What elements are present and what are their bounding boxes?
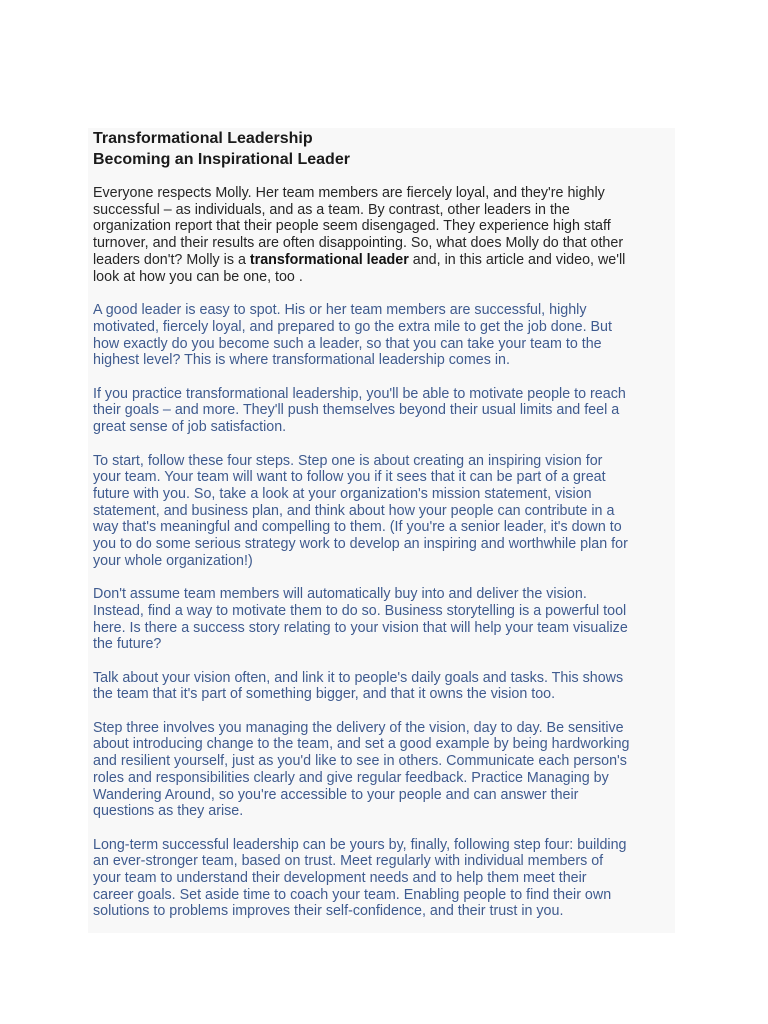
paragraph-line: you to do some serious strategy work to develop an inspiring and worthwhile plan for	[93, 536, 628, 553]
paragraph-line: the team that it's part of something bigger, and that it owns the vision too.	[93, 686, 556, 703]
paragraph-talk-vision	[93, 670, 675, 703]
intro-line: organization report that their people seem disengaged. They experience high staff	[93, 218, 611, 235]
paragraph-line: Talk about your vision often, and link it to people's daily goals and tasks. This shows	[93, 669, 624, 686]
paragraph-line: roles and responsibilities clearly and give regular feedback. Practice Managing by	[93, 769, 609, 786]
paragraph-line: Long-term successful leadership can be yours by, finally, following step four: building	[93, 836, 627, 853]
paragraph-line: Step three involves you managing the delivery of the vision, day to day. Be sensitive	[93, 719, 624, 736]
paragraph-line: statement, and business plan, and think about how your people can contribute in a	[93, 502, 615, 519]
paragraph-line: how exactly do you become such a leader, so that you can take your team to the	[93, 335, 602, 352]
paragraph-line: and resilient yourself, just as you'd like to see in others. Communicate each person's	[93, 753, 627, 770]
paragraph-step-one	[93, 453, 675, 570]
paragraph-line: an ever-stronger team, based on trust. Meet regularly with individual members of	[93, 853, 604, 870]
paragraph-step-three	[93, 720, 675, 820]
paragraph-practice	[93, 386, 675, 436]
intro-line: turnover, and their results are often disappointing. So, what does Molly do that other	[93, 235, 624, 252]
intro-line: successful – as individuals, and as a team. By contrast, other leaders in the	[93, 201, 570, 218]
paragraph-line: To start, follow these four steps. Step one is about creating an inspiring vision for	[93, 452, 603, 469]
paragraph-line: about introducing change to the team, and set a good example by being hardworking	[93, 736, 630, 753]
paragraph-line: here. Is there a success story relating to your vision that will help your team visualize	[93, 619, 628, 636]
title-line-1: Transformational Leadership	[93, 130, 313, 147]
paragraph-line: their goals – and more. They'll push themselves beyond their usual limits and feel a	[93, 402, 620, 419]
paragraph-line: great sense of job satisfaction.	[93, 419, 287, 436]
article	[93, 128, 675, 920]
title-line-2: Becoming an Inspirational Leader	[93, 151, 350, 168]
paragraph-line: future with you. So, take a look at your organization's mission statement, vision	[93, 485, 592, 502]
intro-line: Everyone respects Molly. Her team members are fiercely loyal, and they're highly	[93, 185, 605, 201]
paragraph-good-leader	[93, 302, 675, 369]
paragraph-line: way that's meaningful and compelling to them. (If you're a senior leader, it's down to	[93, 519, 622, 536]
paragraph-line: your team. Your team will want to follow you if it sees that it can be part of a great	[93, 469, 606, 486]
paragraph-line: highest level? This is where transformational leadership comes in.	[93, 352, 510, 369]
paragraph-line: career goals. Set aside time to coach your team. Enabling people to find their own	[93, 886, 612, 903]
paragraph-step-four	[93, 837, 675, 921]
paragraph-line: questions as they arise.	[93, 803, 244, 820]
intro-line-text: leaders don't? Molly is a	[93, 251, 250, 268]
paragraph-line: Instead, find a way to motivate them to do so. Business storytelling is a powerful tool	[93, 602, 627, 619]
paragraph-line: solutions to problems improves their self-confidence, and their trust in you.	[93, 903, 564, 920]
intro-line: look at how you can be one, too .	[93, 268, 303, 285]
paragraph-line: motivated, fiercely loyal, and prepared to go the extra mile to get the job done. But	[93, 318, 612, 335]
paragraph-line: A good leader is easy to spot. His or her team members are successful, highly	[93, 302, 587, 319]
paragraph-line: Wandering Around, so you're accessible to your people and can answer their	[93, 786, 579, 803]
paragraph-line: If you practice transformational leadership, you'll be able to motivate people to reach	[93, 385, 626, 402]
paragraph-motivate	[93, 586, 675, 653]
intro-paragraph	[93, 185, 675, 285]
intro-line-text: and, in this article and video, we'll	[408, 251, 626, 268]
paragraph-line: your whole organization!)	[93, 552, 253, 569]
paragraph-line: your team to understand their development needs and to help them meet their	[93, 870, 587, 887]
article-title	[93, 128, 675, 170]
paragraph-line: the future?	[93, 636, 162, 653]
transformational-leader-term: transformational leader	[249, 251, 409, 268]
paragraph-line: Don't assume team members will automatically buy into and deliver the vision.	[93, 586, 587, 603]
